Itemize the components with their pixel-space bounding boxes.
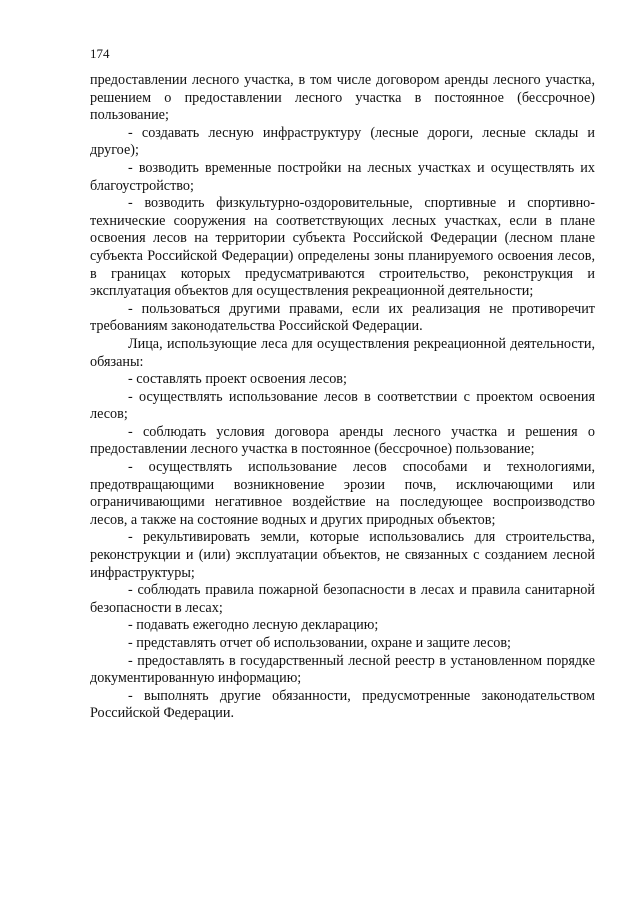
paragraph: предоставлении лесного участка, в том числе договором аренды лесного участка, решением о предоставлении лесного участка в постоянное (бессрочное) пользование; xyxy=(90,72,595,124)
paragraph: - пользоваться другими правами, если их реализация не противоречит требованиям законодательства Российской Федерации. xyxy=(90,300,595,335)
paragraph: - соблюдать условия договора аренды лесного участка и решения о предоставлении лесного участка в постоянное (бессрочное) пользование; xyxy=(90,423,595,458)
paragraph: - соблюдать правила пожарной безопасности в лесах и правила санитарной безопасности в лесах; xyxy=(90,582,595,616)
paragraph: - представлять отчет об использовании, охране и защите лесов; xyxy=(128,635,511,651)
page-number: 174 xyxy=(90,46,110,61)
paragraph: - осуществлять использование лесов способами и технологиями, предотвращающими возникновение эрозии почв, исключающими или ограничивающими негативное воздействие на последующее воспроизводство лесов, а также на состояние водных и других природных объектов; xyxy=(90,459,595,528)
paragraph: - возводить физкультурно-оздоровительные, спортивные и спортивно-технические сооружения на соответствующих лесных участках, если в плане освоения лесов на территории субъекта Российской Федерации (лесном плане субъекта Российской Федерации) определены зоны планируемого освоения лесов, в границах которых предусматриваются строительство, реконструкция и эксплуатация объектов для осуществления рекреационной деятельности; xyxy=(90,195,595,300)
paragraph: - составлять проект освоения лесов; xyxy=(128,371,347,388)
paragraph: - подавать ежегодно лесную декларацию; xyxy=(128,617,379,634)
paragraph: Лица, использующие леса для осуществления рекреационной деятельности, обязаны: xyxy=(90,335,595,370)
document-body xyxy=(90,72,595,723)
paragraph: - выполнять другие обязанности, предусмотренные законодательством Российской Федерации. xyxy=(90,687,595,722)
paragraph: - возводить временные постройки на лесных участках и осуществлять их благоустройство; xyxy=(90,159,595,194)
paragraph: - осуществлять использование лесов в соответствии с проектом освоения лесов; xyxy=(90,388,595,423)
paragraph: - рекультивировать земли, которые использовались для строительства, реконструкции и (или) эксплуатации объектов, не связанных с созданием лесной инфраструктуры; xyxy=(90,529,595,581)
paragraph: - предоставлять в государственный лесной реестр в установленном порядке документированную информацию; xyxy=(90,652,595,687)
paragraph: - создавать лесную инфраструктуру (лесные дороги, лесные склады и другое); xyxy=(90,124,595,159)
